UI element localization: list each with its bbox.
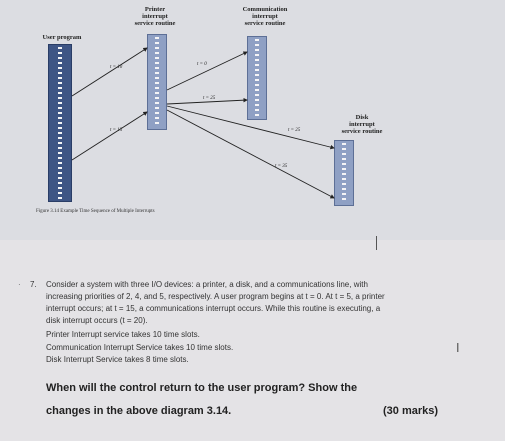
question-prompt: When will the control return to the user program? Show the: [46, 382, 358, 394]
text-caret-mark: [376, 236, 377, 250]
question-line: Communication Interrupt Service takes 10 time slots.: [46, 343, 234, 352]
disk-isr-header: Disk interrupt service routine: [341, 114, 383, 135]
time-label: t = 0: [197, 62, 207, 67]
comms-isr-header: Communication interrupt service routine: [242, 6, 288, 27]
marks-label: (30 marks): [383, 405, 439, 417]
question-prompt: changes in the above diagram 3.14.: [46, 405, 232, 417]
question-line: disk interrupt occurs (t = 20).: [46, 316, 148, 325]
time-label: t = 25: [288, 128, 301, 133]
figure-caption: Figure 3.14 Example Time Sequence of Multiple Interrupts: [36, 209, 155, 214]
list-bullet: ·: [18, 280, 21, 289]
question-line: Printer Interrupt service takes 10 time slots.: [46, 330, 200, 339]
time-label: t = 35: [275, 164, 288, 169]
question-line: Consider a system with three I/O devices: a printer, a disk, and a communications line, with: [46, 280, 368, 289]
time-label: t = 25: [203, 96, 216, 101]
user-program-header: User program: [42, 34, 82, 41]
question-line: interrupt occurs; at t = 15, a communications interrupt occurs. While this routine is executing, a: [46, 304, 381, 313]
time-label: t = 10: [110, 65, 123, 70]
question-line: increasing priorities of 2, 4, and 5, respectively. A user program begins at t = 0. At t = 5, a printer: [46, 292, 385, 301]
text-cursor-icon: I: [456, 341, 460, 355]
question-line: Disk Interrupt Service takes 8 time slots.: [46, 355, 189, 364]
question-number: 7.: [30, 280, 37, 289]
time-label: t = 15: [110, 128, 123, 133]
printer-isr-header: Printer interrupt service routine: [134, 6, 176, 27]
